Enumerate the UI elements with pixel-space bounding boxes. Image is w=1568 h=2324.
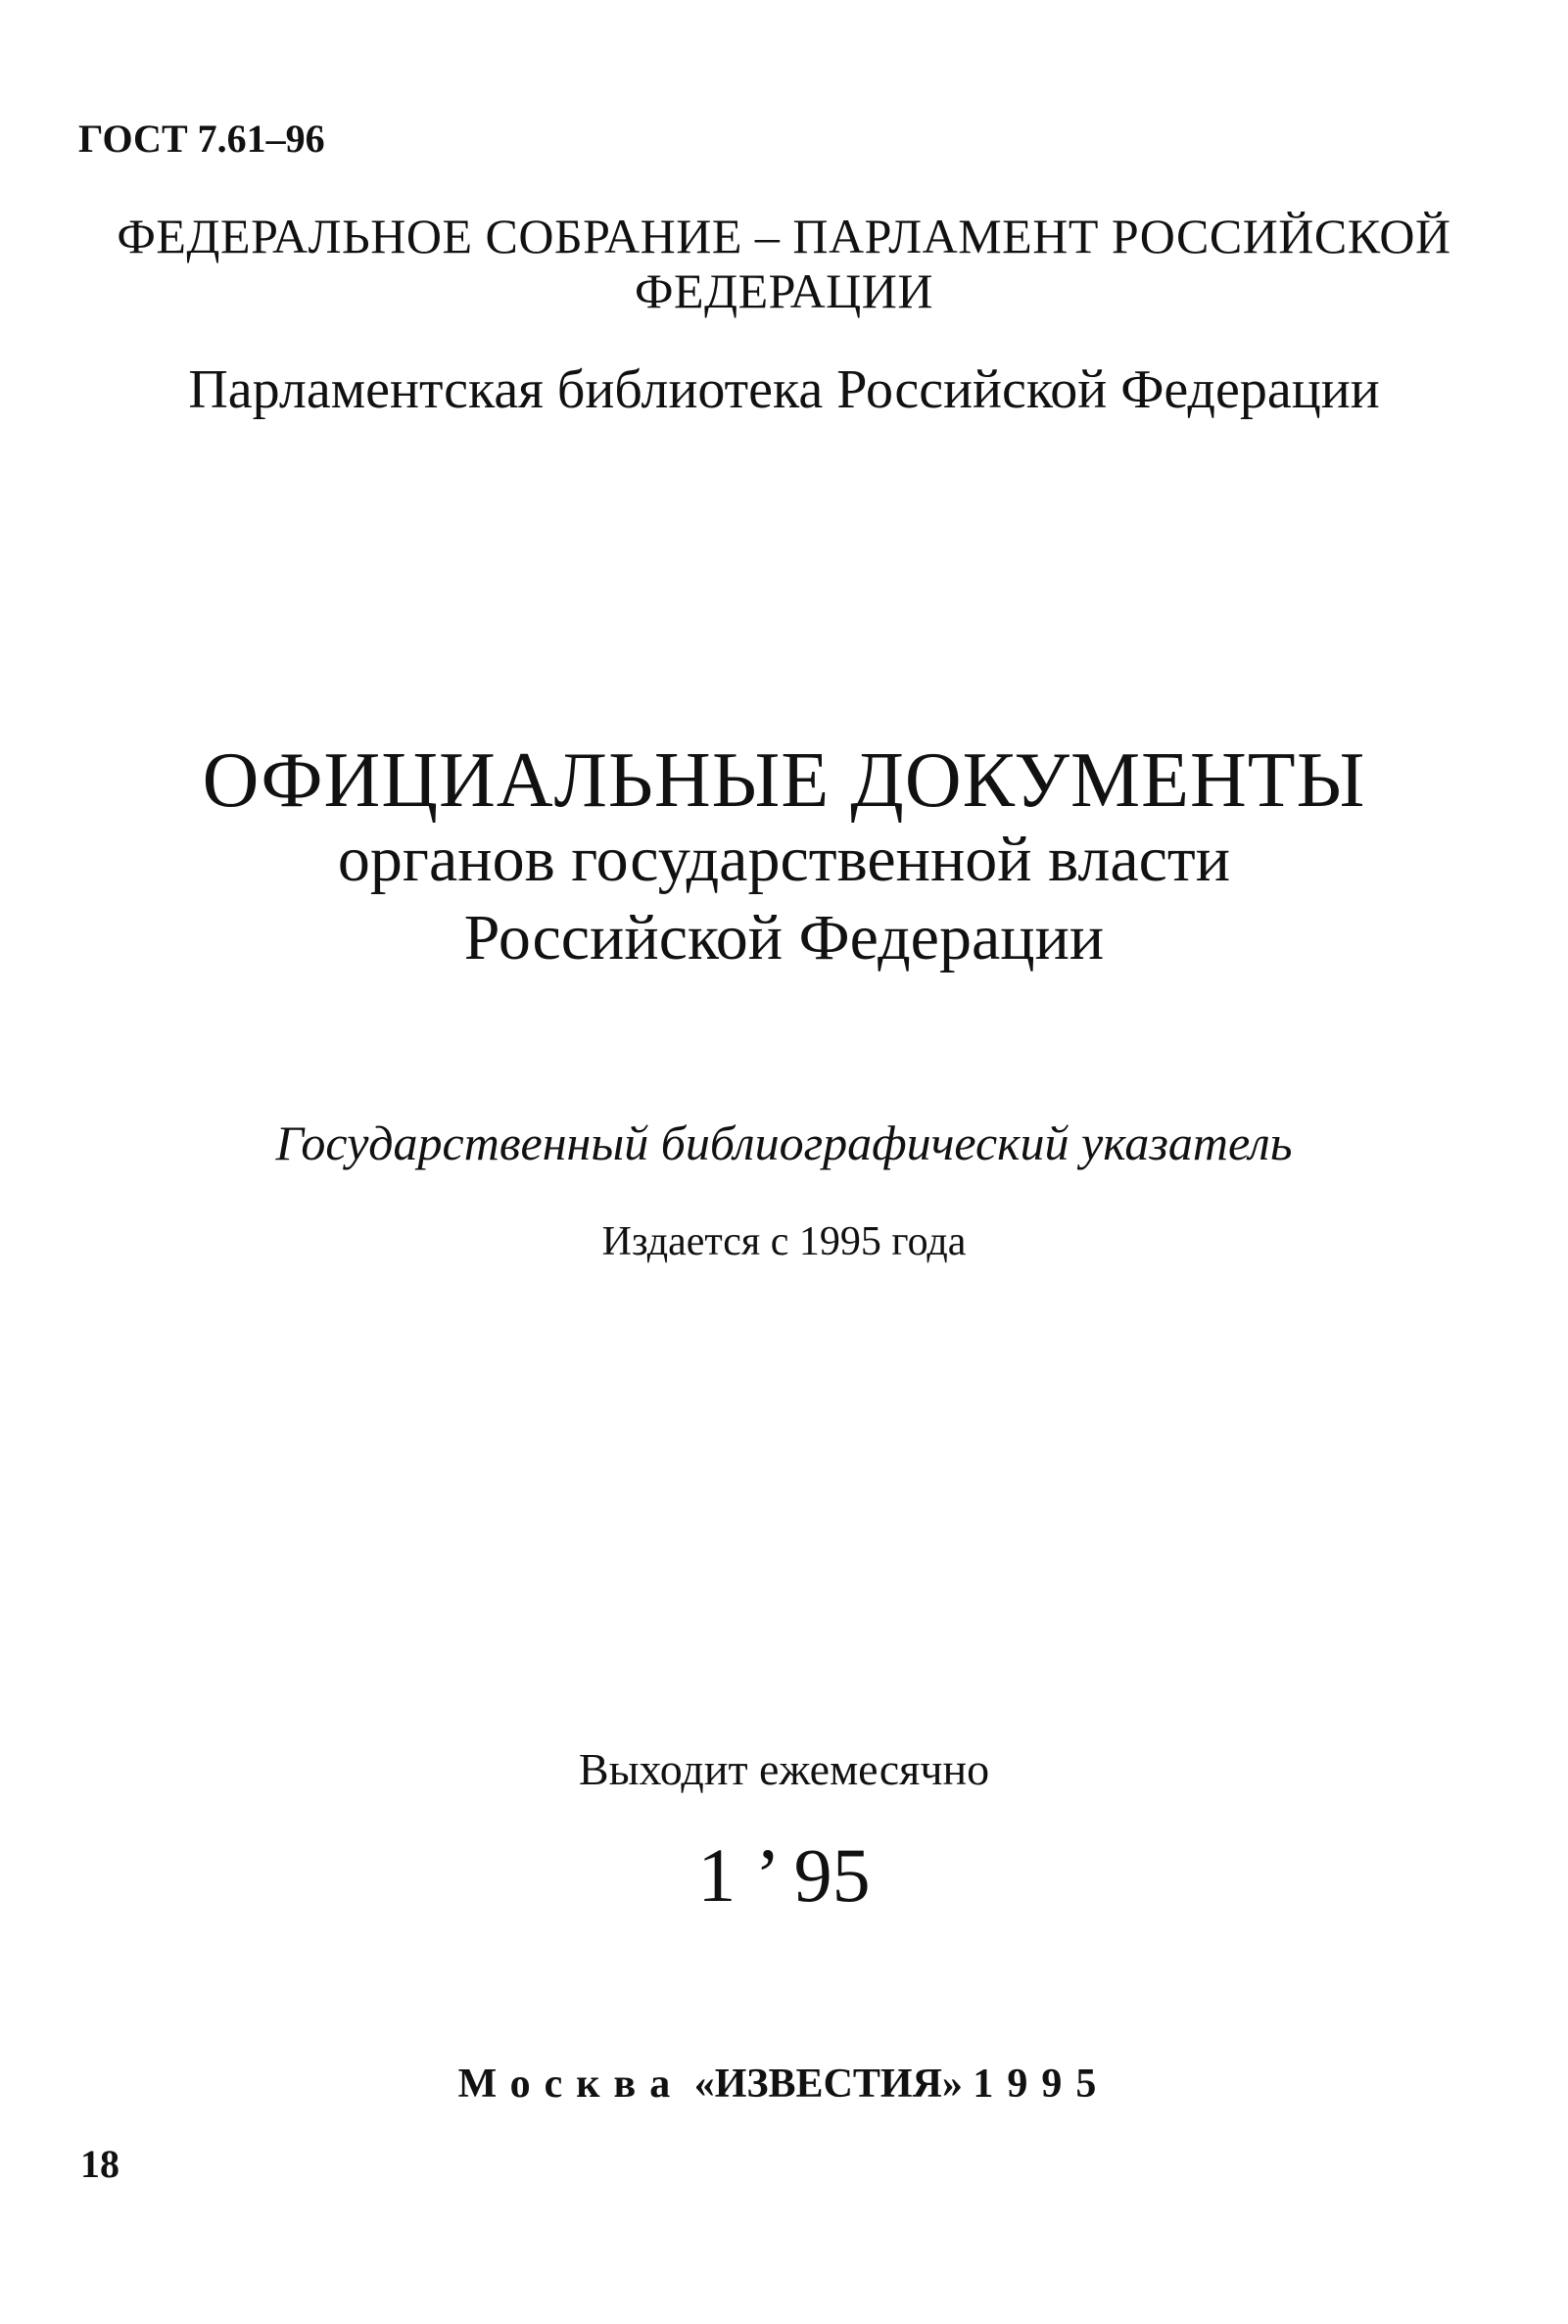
organization-line-1: ФЕДЕРАЛЬНОЕ СОБРАНИЕ – ПАРЛАМЕНТ РОССИЙСКОЙ bbox=[117, 209, 1451, 263]
document-subtitle-line-1: органов государственной власти bbox=[337, 824, 1231, 895]
publication-frequency: Выходит ежемесячно bbox=[578, 1744, 990, 1794]
standard-code: ГОСТ 7.61–96 bbox=[78, 117, 325, 161]
page-number: 18 bbox=[80, 2142, 119, 2186]
library-name: Парламентская библиотека Российской Федерации bbox=[188, 359, 1380, 420]
organization-line-2: ФЕДЕРАЦИИ bbox=[634, 263, 934, 318]
imprint-year: 1995 bbox=[973, 2062, 1111, 2107]
document-title: ОФИЦИАЛЬНЫЕ ДОКУМЕНТЫ bbox=[202, 737, 1366, 824]
imprint bbox=[0, 2061, 1568, 2108]
published-since: Издается с 1995 года bbox=[601, 1219, 967, 1264]
document-subtitle-line-2: Российской Федерации bbox=[463, 902, 1105, 973]
imprint-city: Москва bbox=[457, 2062, 685, 2107]
imprint-publisher: «ИЗВЕСТИЯ» bbox=[693, 2062, 963, 2107]
issue-number: 1 ’ 95 bbox=[697, 1832, 871, 1918]
index-type: Государственный библиографический указатель bbox=[275, 1115, 1293, 1170]
